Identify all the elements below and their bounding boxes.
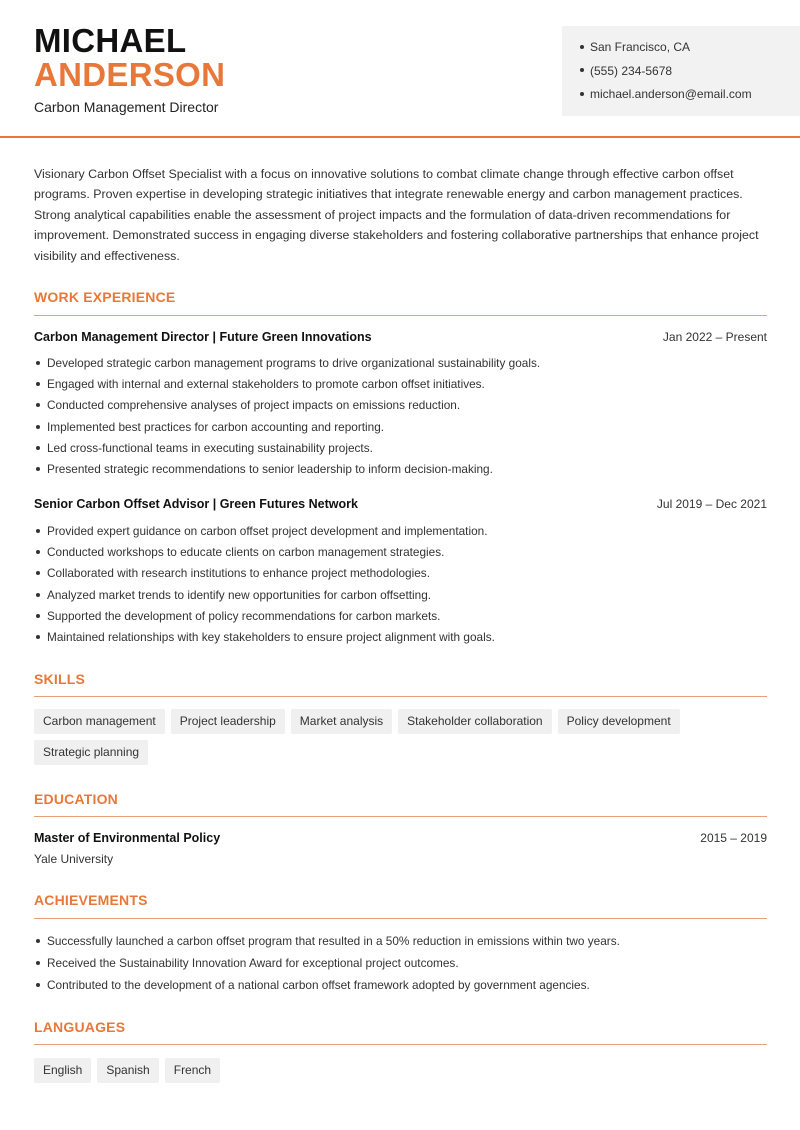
skill-chip: Project leadership	[171, 709, 285, 734]
skill-chip: Policy development	[558, 709, 680, 734]
list-item: Developed strategic carbon management programs to drive organizational sustainability goals.	[34, 355, 767, 376]
list-item: Implemented best practices for carbon accounting and reporting.	[34, 419, 767, 440]
skill-chip: Stakeholder collaboration	[398, 709, 551, 734]
section-title-skills: SKILLS	[34, 671, 85, 687]
resume-header	[0, 0, 800, 138]
bullet-icon	[580, 92, 584, 96]
bullet-icon	[580, 45, 584, 49]
list-item: Contributed to the development of a national carbon offset framework adopted by government agencies.	[34, 977, 767, 999]
list-item: Collaborated with research institutions to enhance project methodologies.	[34, 565, 767, 586]
list-item: Presented strategic recommendations to senior leadership to inform decision-making.	[34, 461, 767, 482]
contact-location: San Francisco, CA	[580, 39, 800, 63]
job-title: Carbon Management Director	[34, 99, 219, 115]
first-name: MICHAEL	[34, 22, 187, 59]
job-dates: Jan 2022 – Present	[662, 330, 767, 344]
section-divider	[34, 696, 767, 697]
list-item: Led cross-functional teams in executing sustainability projects.	[34, 440, 767, 461]
list-item: Analyzed market trends to identify new opportunities for carbon offsetting.	[34, 587, 767, 608]
list-item: Supported the development of policy recommendations for carbon markets.	[34, 608, 767, 629]
list-item: Successfully launched a carbon offset program that resulted in a 50% reduction in emissions within two years.	[34, 933, 767, 955]
contact-box	[562, 26, 800, 116]
languages-list	[34, 1058, 774, 1089]
job-bullets-1	[34, 355, 767, 482]
list-item: Provided expert guidance on carbon offset project development and implementation.	[34, 523, 767, 544]
list-item: Engaged with internal and external stakeholders to promote carbon offset initiatives.	[34, 376, 767, 397]
language-chip: French	[165, 1058, 220, 1083]
education-dates: 2015 – 2019	[700, 831, 767, 845]
contact-phone: (555) 234-5678	[580, 63, 800, 87]
skill-chip: Carbon management	[34, 709, 165, 734]
job-header-1	[34, 330, 767, 344]
section-title-languages: LANGUAGES	[34, 1019, 126, 1035]
skill-chip: Strategic planning	[34, 740, 148, 765]
education-header	[34, 831, 767, 845]
last-name: ANDERSON	[34, 56, 226, 93]
section-divider	[34, 918, 767, 919]
job-role: Carbon Management Director | Future Green Innovations	[34, 330, 372, 344]
contact-email: michael.anderson@email.com	[580, 86, 800, 110]
job-header-2	[34, 497, 767, 511]
job-role: Senior Carbon Offset Advisor | Green Futures Network	[34, 497, 358, 511]
bullet-icon	[580, 68, 584, 72]
language-chip: English	[34, 1058, 91, 1083]
section-title-achievements: ACHIEVEMENTS	[34, 892, 148, 908]
achievements-list	[34, 933, 767, 999]
section-divider	[34, 816, 767, 817]
job-bullets-2	[34, 523, 767, 650]
summary-text: Visionary Carbon Offset Specialist with a focus on innovative solutions to combat climate change through effective carbon offset programs. Proven expertise in developing strategic initiatives that integrate renewable energy and carbon management practices. Strong analytical capabilities enable the assessment of project impacts and the formulation of data-driven recommendations for improvement. Demonstrated success in engaging diverse stakeholders and fostering collaborative partnerships that enhance project visibility and effectiveness.	[34, 167, 759, 263]
list-item: Received the Sustainability Innovation Award for exceptional project outcomes.	[34, 955, 767, 977]
section-title-education: EDUCATION	[34, 791, 118, 807]
school-name: Yale University	[34, 852, 114, 866]
skills-list	[34, 709, 774, 771]
section-title-work: WORK EXPERIENCE	[34, 289, 176, 305]
degree-name: Master of Environmental Policy	[34, 831, 221, 845]
list-item: Conducted comprehensive analyses of project impacts on emissions reduction.	[34, 397, 767, 418]
list-item: Conducted workshops to educate clients on carbon management strategies.	[34, 544, 767, 565]
section-divider	[34, 315, 767, 316]
section-divider	[34, 1044, 767, 1045]
skill-chip: Market analysis	[291, 709, 392, 734]
language-chip: Spanish	[97, 1058, 158, 1083]
job-dates: Jul 2019 – Dec 2021	[656, 497, 767, 511]
list-item: Maintained relationships with key stakeholders to ensure project alignment with goals.	[34, 629, 767, 650]
